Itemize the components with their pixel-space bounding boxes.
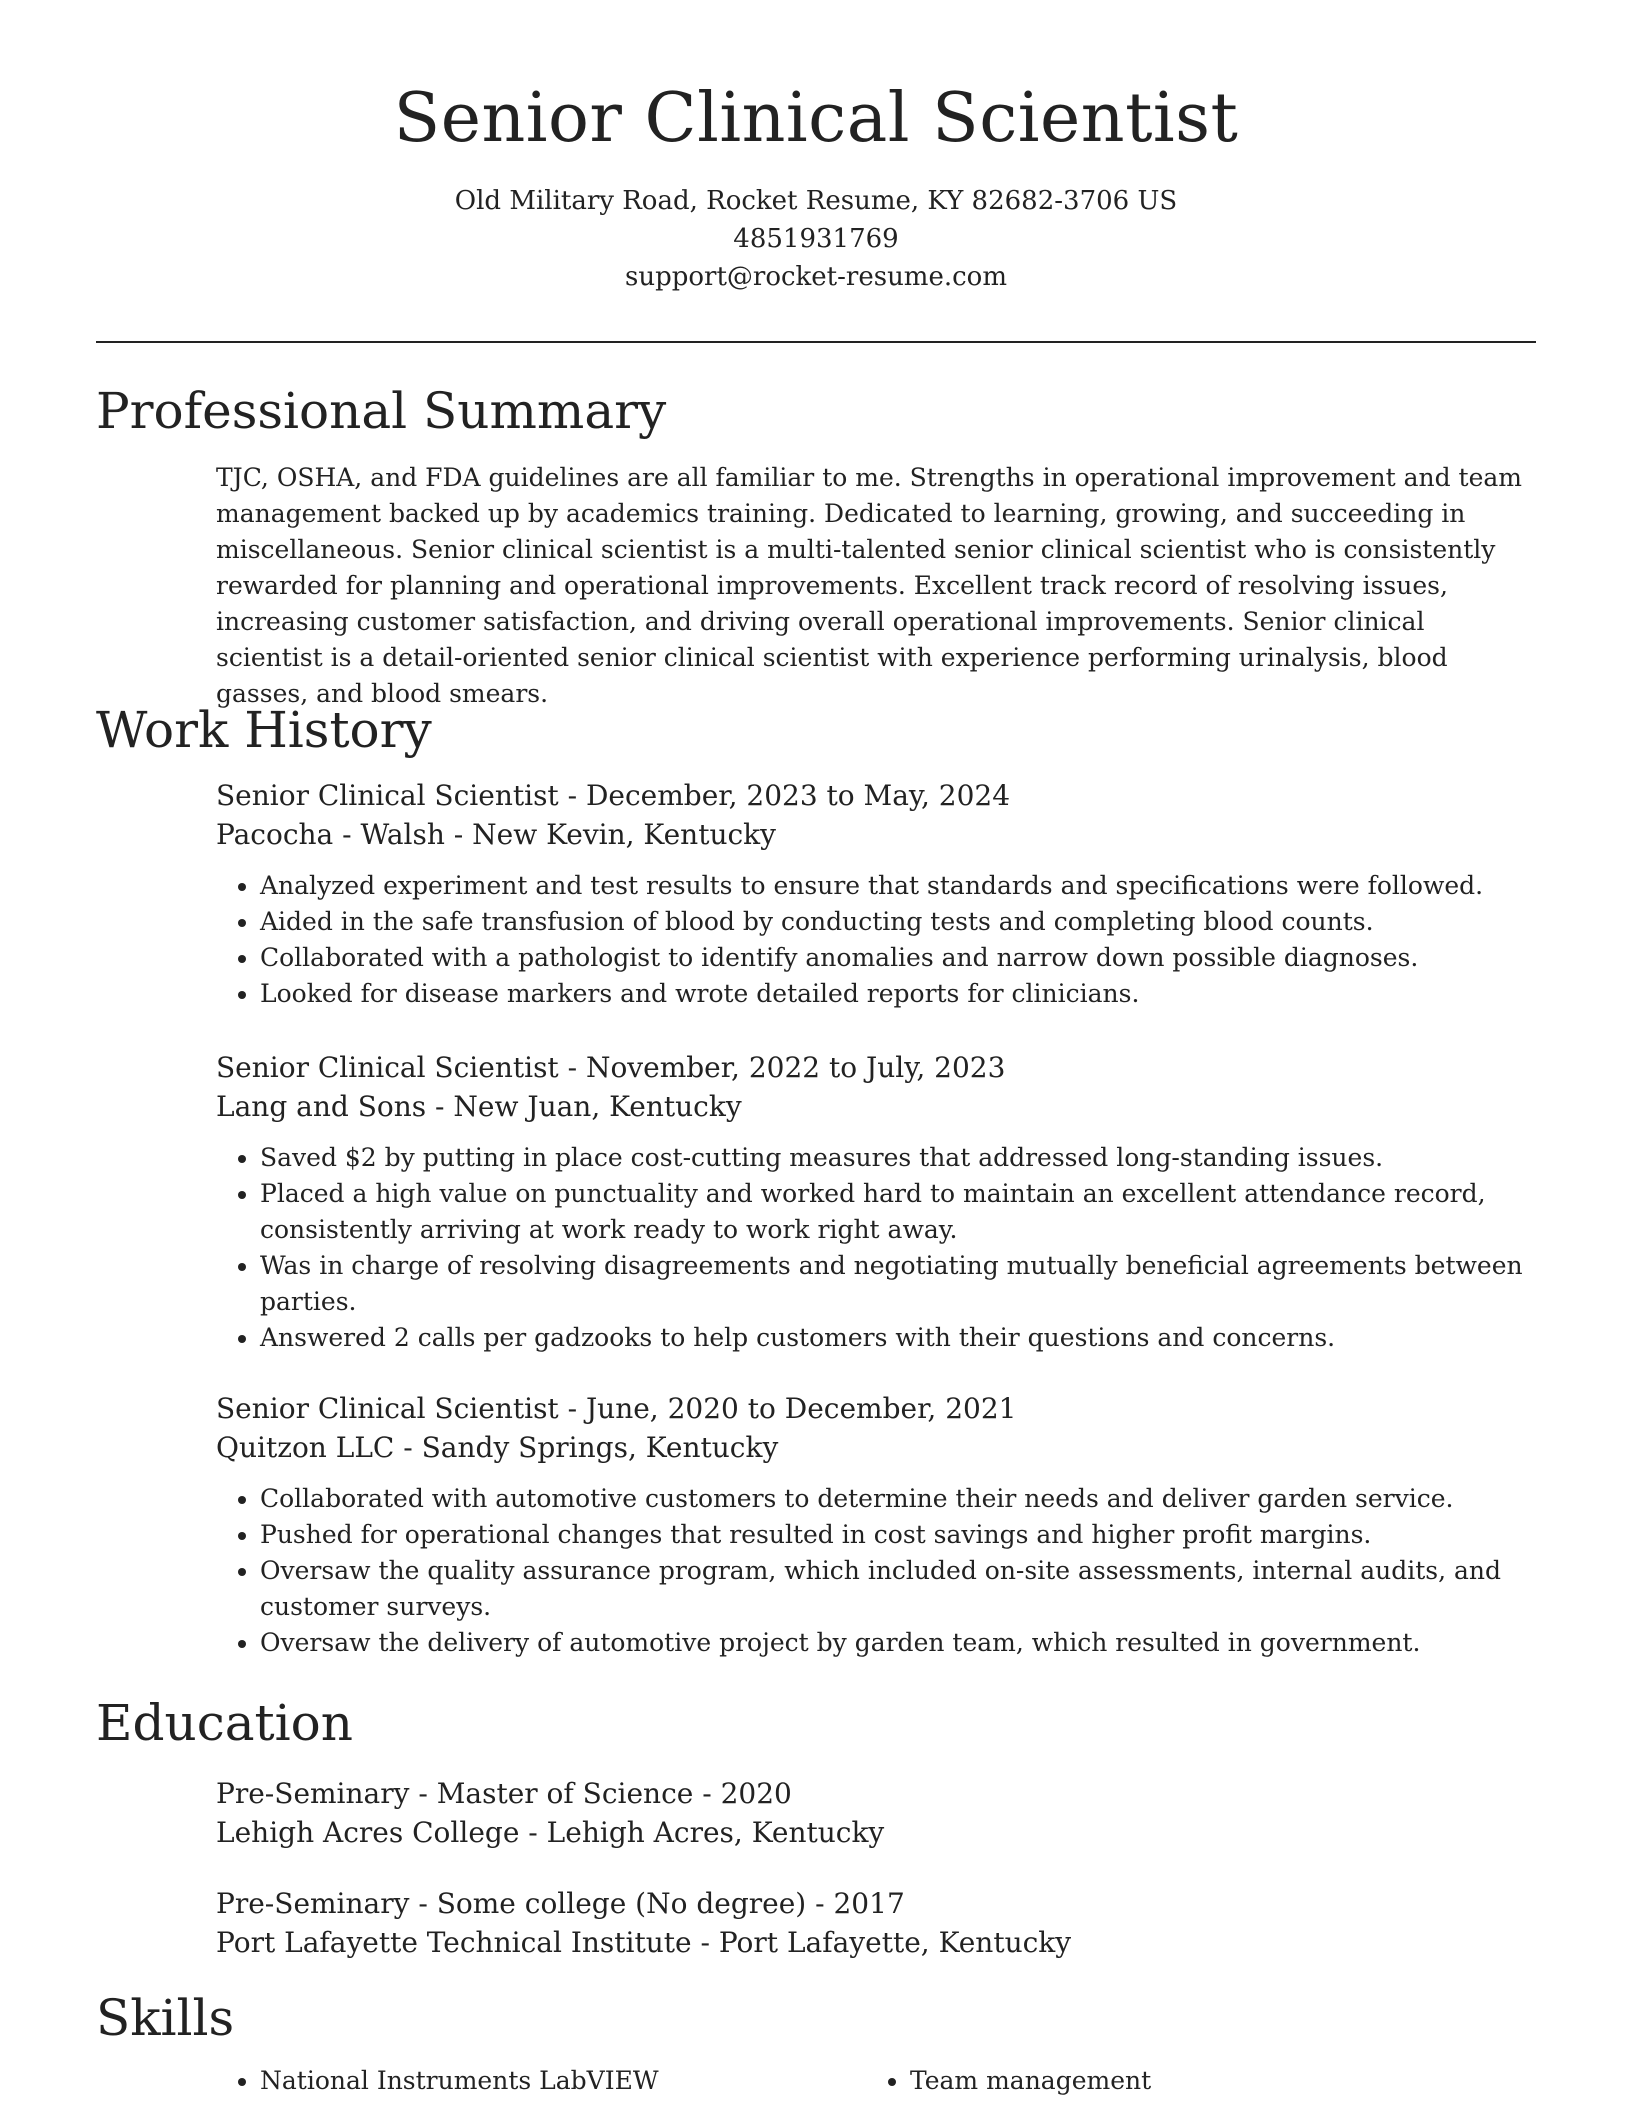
section-title-summary: Professional Summary xyxy=(96,382,667,440)
job-dates: - December, 2023 to May, 2024 xyxy=(558,779,1011,812)
education-program: Pre-Seminary - Master of Science xyxy=(216,1777,694,1810)
skills-column-right xyxy=(866,2063,1526,2099)
job-location: - New Juan, Kentucky xyxy=(426,1090,742,1123)
job-role: Senior Clinical Scientist xyxy=(216,779,559,812)
job-dates: - November, 2022 to July, 2023 xyxy=(558,1051,1006,1084)
job-location: - New Kevin, Kentucky xyxy=(444,818,776,851)
education-year: - 2020 xyxy=(693,1777,792,1810)
contact-info xyxy=(0,182,1632,296)
list-item: • Answered 2 calls per gadzooks to help customers with their questions and concerns. xyxy=(260,1320,1538,1356)
header-divider xyxy=(96,341,1536,343)
job-company-line xyxy=(216,815,1538,854)
email: support@rocket-resume.com xyxy=(624,262,1007,293)
summary-text: TJC, OSHA, and FDA guidelines are all familiar to me. Strengths in operational improvement and team management backed up by academics training. Dedicated to learning, growing, and succeeding in miscellaneous. Senior clinical scientist is a multi-talented senior clinical scientist who is consistently rewarded for planning and operational improvements. Excellent track record of resolving issues, increasing customer satisfaction, and driving overall operational improvements. Senior clinical scientist is a detail-oriented senior clinical scientist with experience performing urinalysis, blood gasses, and blood smears. xyxy=(216,463,1523,708)
job-role: Senior Clinical Scientist xyxy=(216,1051,559,1084)
job-title-line xyxy=(216,1048,1538,1087)
education-school: Lehigh Acres College xyxy=(216,1816,520,1849)
education-school: Port Lafayette Technical Institute xyxy=(216,1926,692,1959)
education-location: - Lehigh Acres, Kentucky xyxy=(519,1816,885,1849)
education-program-line xyxy=(216,1774,1538,1813)
job-company: Lang and Sons xyxy=(216,1090,427,1123)
section-title-work: Work History xyxy=(96,701,432,759)
section-title-skills: Skills xyxy=(96,1989,235,2047)
job-entry xyxy=(216,1389,1538,1661)
job-title-line xyxy=(216,776,1538,815)
list-item: • National Instruments LabVIEW xyxy=(260,2063,856,2099)
list-item: • Analyzed experiment and test results to ensure that standards and specifications were followed. xyxy=(260,868,1538,904)
job-company: Quitzon LLC xyxy=(216,1431,395,1464)
page-title: Senior Clinical Scientist xyxy=(393,79,1239,158)
job-bullets xyxy=(216,1481,1538,1661)
job-bullets xyxy=(216,1140,1538,1356)
skills-column-left xyxy=(216,2063,856,2099)
education-school-line xyxy=(216,1813,1538,1852)
resume-header xyxy=(0,80,1632,296)
list-item: • Aided in the safe transfusion of blood by conducting tests and completing blood counts. xyxy=(260,904,1538,940)
list-item: • Team management xyxy=(910,2063,1526,2099)
list-item: • Was in charge of resolving disagreements and negotiating mutually beneficial agreements between parties. xyxy=(260,1248,1538,1320)
education-location: - Port Lafayette, Kentucky xyxy=(691,1926,1072,1959)
list-item: • Collaborated with automotive customers to determine their needs and deliver garden service. xyxy=(260,1481,1538,1517)
job-entry xyxy=(216,776,1538,1012)
job-company: Pacocha - Walsh xyxy=(216,818,445,851)
list-item: • Pushed for operational changes that resulted in cost savings and higher profit margins. xyxy=(260,1517,1538,1553)
list-item: • Collaborated with a pathologist to identify anomalies and narrow down possible diagnoses. xyxy=(260,940,1538,976)
job-entry xyxy=(216,1048,1538,1356)
phone: 4851931769 xyxy=(733,224,899,255)
job-company-line xyxy=(216,1087,1538,1126)
list-item: • Oversaw the delivery of automotive project by garden team, which resulted in government. xyxy=(260,1625,1538,1661)
section-title-education: Education xyxy=(96,1694,353,1752)
summary-block xyxy=(216,460,1538,712)
education-program: Pre-Seminary - Some college (No degree) xyxy=(216,1887,807,1920)
list-item: • Placed a high value on punctuality and worked hard to maintain an excellent attendance record, consistently arriving at work ready to work right away. xyxy=(260,1176,1538,1248)
education-year: - 2017 xyxy=(806,1887,905,1920)
list-item: • Saved $2 by putting in place cost-cutting measures that addressed long-standing issues. xyxy=(260,1140,1538,1176)
job-dates: - June, 2020 to December, 2021 xyxy=(558,1392,1017,1425)
education-school-line xyxy=(216,1923,1538,1962)
education-entry xyxy=(216,1774,1538,1852)
education-program-line xyxy=(216,1884,1538,1923)
job-company-line xyxy=(216,1428,1538,1467)
education-entry xyxy=(216,1884,1538,1962)
list-item: • Oversaw the quality assurance program, which included on-site assessments, internal audits, and customer surveys. xyxy=(260,1553,1538,1625)
list-item: • Looked for disease markers and wrote detailed reports for clinicians. xyxy=(260,976,1538,1012)
job-location: - Sandy Springs, Kentucky xyxy=(394,1431,779,1464)
job-title-line xyxy=(216,1389,1538,1428)
job-role: Senior Clinical Scientist xyxy=(216,1392,559,1425)
job-bullets xyxy=(216,868,1538,1012)
address: Old Military Road, Rocket Resume, KY 82682-3706 US xyxy=(454,186,1178,217)
